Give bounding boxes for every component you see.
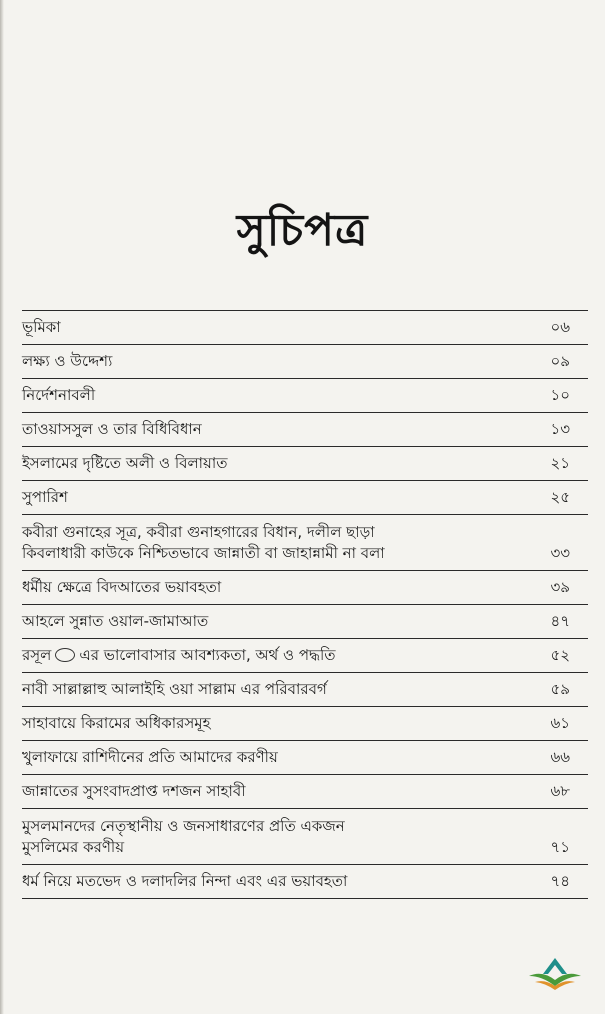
toc-row[interactable] — [22, 639, 588, 673]
toc-row[interactable] — [22, 809, 588, 865]
toc-page-number: ১৩ — [550, 420, 570, 438]
toc-entry-title: ইসলামের দৃষ্টিতে অলী ও বিলায়াত — [22, 454, 228, 472]
toc-row[interactable] — [22, 707, 588, 741]
publisher-logo-icon — [525, 952, 585, 992]
toc-entry-title: সাহাবায়ে কিরামের অধিকারসমূহ — [22, 714, 211, 732]
toc-entry-title: নাবী সাল্লাল্লাহু আলাইহি ওয়া সাল্লাম এর পরিবারবর্গ — [22, 680, 327, 698]
toc-entry-title: তাওয়াসসুল ও তার বিধিবিধান — [22, 420, 202, 438]
toc-entry-title: খুলাফায়ে রাশিদীনের প্রতি আমাদের করণীয় — [22, 748, 278, 766]
toc-entry-title: জান্নাতের সুসংবাদপ্রাপ্ত দশজন সাহাবী — [22, 782, 246, 800]
toc-entry-title: সুপারিশ — [22, 488, 68, 506]
toc-page-number: ৬১ — [550, 714, 570, 732]
toc-row[interactable] — [22, 481, 588, 515]
toc-page-number: ৭১ — [550, 838, 570, 856]
toc-page-number: ০৬ — [550, 318, 570, 336]
toc-page-number: ৩৯ — [550, 578, 570, 596]
toc-row[interactable] — [22, 605, 588, 639]
toc-row[interactable] — [22, 515, 588, 571]
toc-row[interactable] — [22, 413, 588, 447]
toc-page-number: ৫২ — [550, 646, 570, 664]
toc-entry-title: আহলে সুন্নাত ওয়াল-জামাআত — [22, 612, 209, 630]
toc-row[interactable] — [22, 865, 588, 899]
toc-page-number: ২১ — [550, 454, 570, 472]
table-of-contents — [22, 310, 588, 899]
toc-row[interactable] — [22, 741, 588, 775]
salutation-seal-icon — [55, 648, 75, 662]
toc-page-number: ৬৮ — [550, 782, 570, 800]
toc-entry-title: ভূমিকা — [22, 318, 61, 336]
page-edge — [0, 0, 4, 1014]
toc-page-number: ৭৪ — [550, 872, 570, 890]
toc-entry-title: কবীরা গুনাহের সূত্র, কবীরা গুনাহগারের বিধান, দলীল ছাড়া কিবলাধারী কাউকে নিশ্চিতভাবে জান্নাতী বা জাহান্নামী না বলা — [22, 523, 385, 562]
toc-page-number: ৪৭ — [550, 612, 570, 630]
page-title: সুচিপত্র — [236, 205, 369, 257]
toc-page-number: ৬৬ — [550, 748, 570, 766]
toc-row[interactable] — [22, 311, 588, 345]
toc-entry-title: লক্ষ্য ও উদ্দেশ্য — [22, 352, 113, 370]
toc-row[interactable] — [22, 345, 588, 379]
toc-row[interactable] — [22, 775, 588, 809]
toc-page-number: ৫৯ — [550, 680, 570, 698]
toc-page-number: ৩৩ — [550, 544, 570, 562]
toc-row[interactable] — [22, 571, 588, 605]
toc-entry-title: ধর্মীয় ক্ষেত্রে বিদআতের ভয়াবহতা — [22, 578, 222, 596]
toc-entry-title: রসূল এর ভালোবাসার আবশ্যকতা, অর্থ ও পদ্ধতি — [22, 646, 336, 664]
toc-page-number: ২৫ — [550, 488, 570, 506]
toc-row[interactable] — [22, 379, 588, 413]
toc-entry-title: মুসলমানদের নেতৃস্থানীয় ও জনসাধারণের প্রতি একজন মুসলিমের করণীয় — [22, 817, 345, 856]
toc-page-number: ১০ — [550, 386, 570, 404]
toc-page-number: ০৯ — [550, 352, 570, 370]
toc-entry-title: ধর্ম নিয়ে মতভেদ ও দলাদলির নিন্দা এবং এর ভয়াবহতা — [22, 872, 348, 890]
toc-row[interactable] — [22, 673, 588, 707]
toc-row[interactable] — [22, 447, 588, 481]
toc-entry-title: নির্দেশনাবলী — [22, 386, 96, 404]
